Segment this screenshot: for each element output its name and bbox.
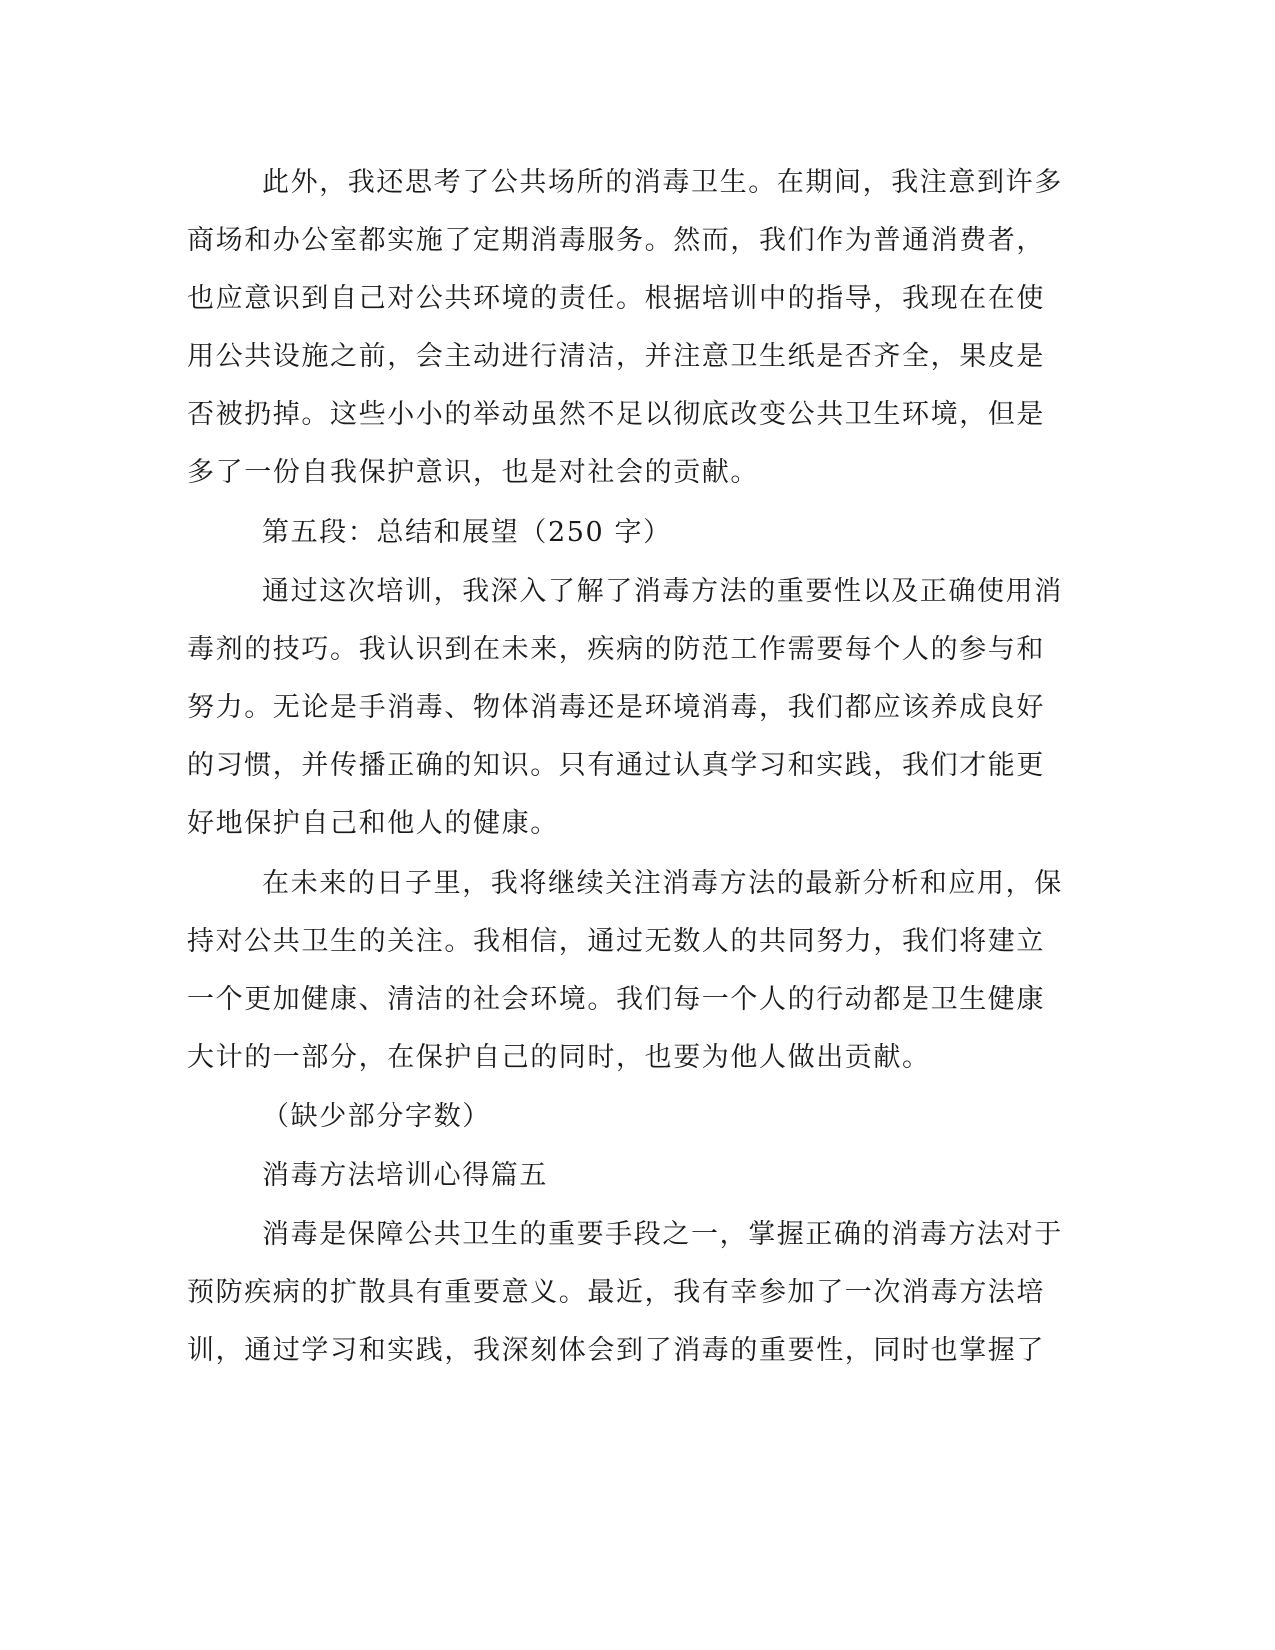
- section-title: 消毒方法培训心得篇五: [262, 1160, 548, 1191]
- text-line: 否被扔掉。这些小小的举动虽然不足以彻底改变公共卫生环境，但是: [187, 399, 1045, 430]
- text-line: 在未来的日子里，我将继续关注消毒方法的最新分析和应用，保: [262, 868, 1063, 899]
- text-line: 大计的一部分，在保护自己的同时，也要为他人做出贡献。: [187, 1042, 931, 1073]
- text-line: 也应意识到自己对公共环境的责任。根据培训中的指导，我现在在使: [187, 283, 1045, 314]
- text-line: 好地保护自己和他人的健康。: [187, 808, 559, 839]
- text-line: 通过这次培训，我深入了解了消毒方法的重要性以及正确使用消: [262, 576, 1063, 607]
- text-line: 此外，我还思考了公共场所的消毒卫生。在期间，我注意到许多: [262, 167, 1063, 198]
- text-line: 多了一份自我保护意识，也是对社会的贡献。: [187, 457, 759, 488]
- text-line: 持对公共卫生的关注。我相信，通过无数人的共同努力，我们将建立: [187, 926, 1045, 957]
- text-line: 预防疾病的扩散具有重要意义。最近，我有幸参加了一次消毒方法培: [187, 1277, 1045, 1308]
- note-line: （缺少部分字数）: [262, 1101, 491, 1132]
- text-line: 商场和办公室都实施了定期消毒服务。然而，我们作为普通消费者，: [187, 225, 1045, 256]
- text-line: 一个更加健康、清洁的社会环境。我们每一个人的行动都是卫生健康: [187, 984, 1045, 1015]
- text-line: 用公共设施之前，会主动进行清洁，并注意卫生纸是否齐全，果皮是: [187, 341, 1045, 372]
- text-line: 努力。无论是手消毒、物体消毒还是环境消毒，我们都应该养成良好: [187, 692, 1045, 723]
- text-line: 的习惯，并传播正确的知识。只有通过认真学习和实践，我们才能更: [187, 750, 1045, 781]
- section-heading: 第五段：总结和展望（250 字）: [262, 517, 672, 548]
- text-line: 训，通过学习和实践，我深刻体会到了消毒的重要性，同时也掌握了: [187, 1335, 1045, 1366]
- text-line: 消毒是保障公共卫生的重要手段之一，掌握正确的消毒方法对于: [262, 1219, 1063, 1250]
- text-line: 毒剂的技巧。我认识到在未来，疾病的防范工作需要每个人的参与和: [187, 634, 1045, 665]
